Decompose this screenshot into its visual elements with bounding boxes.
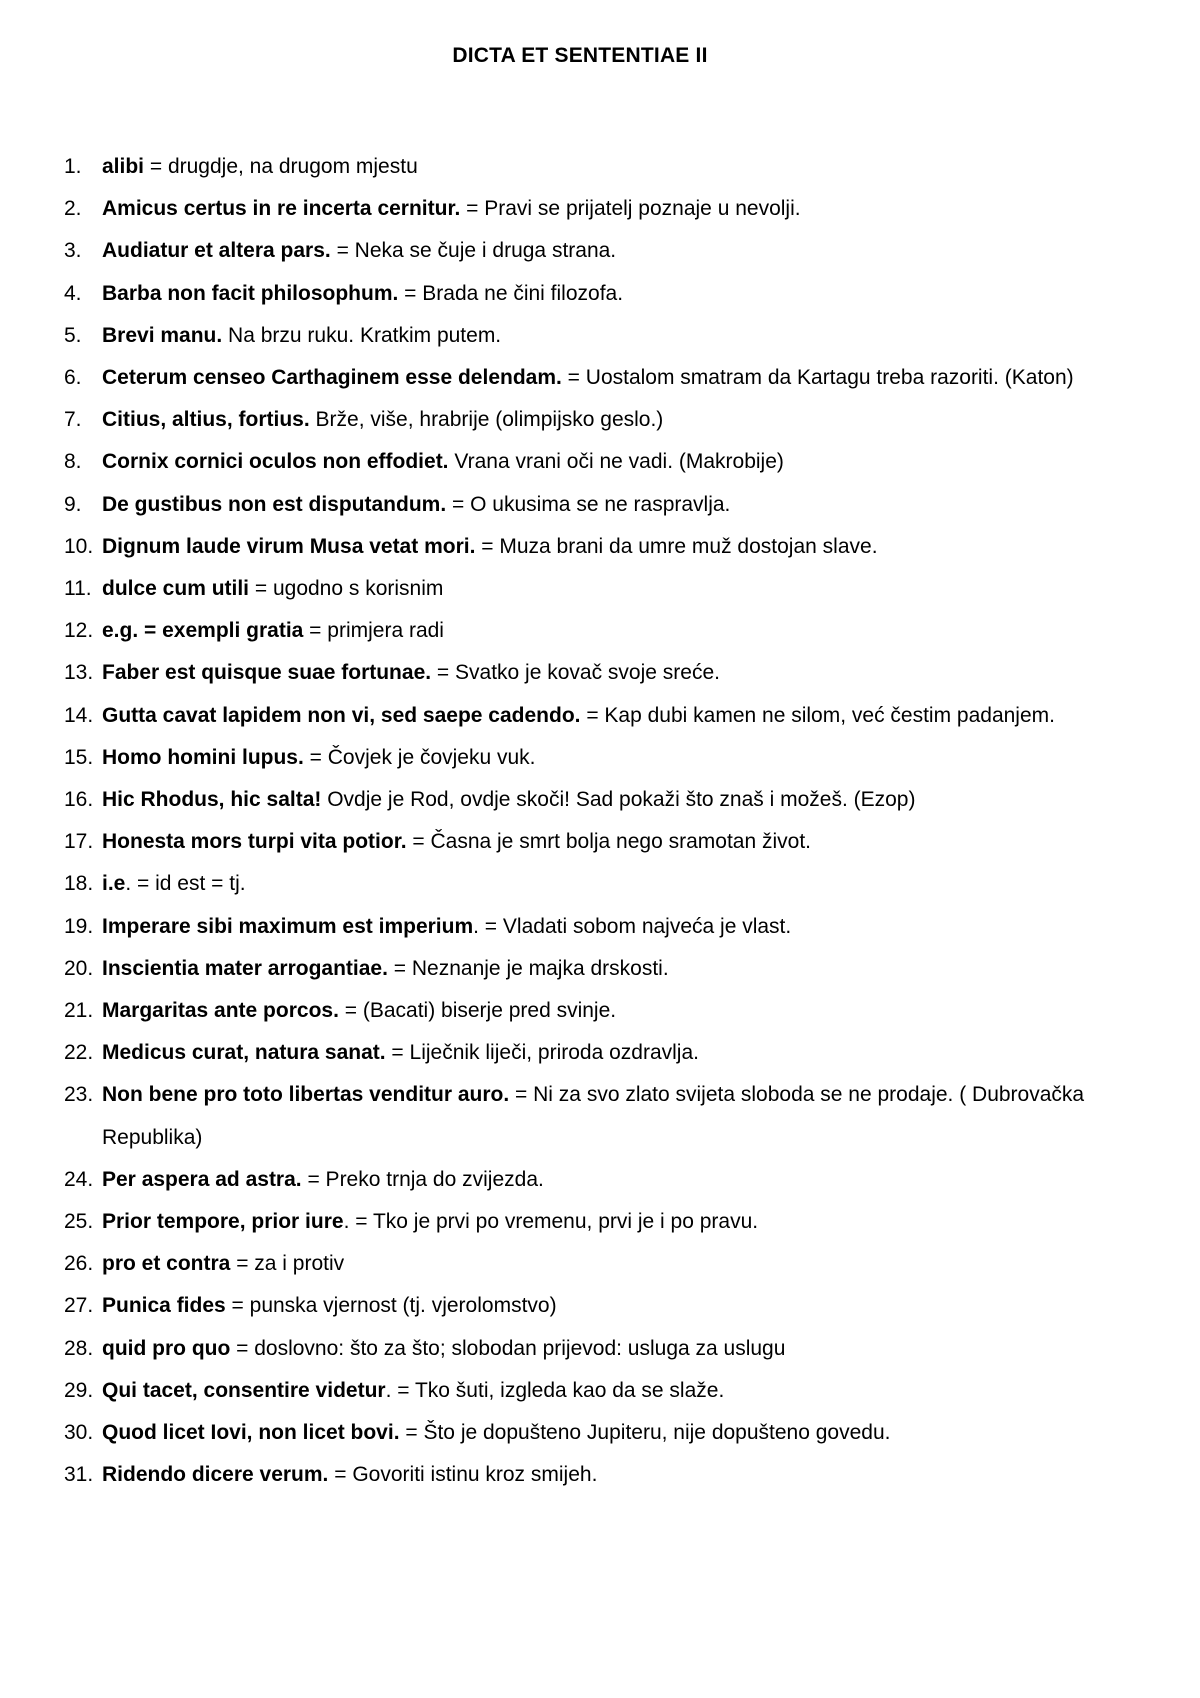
translation: . = Vladati sobom najveća je vlast. [473, 914, 792, 938]
list-item [64, 1370, 1134, 1412]
item-number: 1. [64, 155, 82, 178]
translation: = Liječnik liječi, priroda ozdravlja. [385, 1041, 699, 1065]
item-number: 11. [64, 577, 92, 601]
list-item [64, 1412, 1134, 1454]
page-title: DICTA ET SENTENTIAE II [452, 44, 708, 67]
translation: = Pravi se prijatelj poznaje u nevolji. [460, 197, 801, 221]
list-item [64, 146, 1134, 188]
translation: Ovdje je Rod, ovdje skoči! Sad pokaži što znaš i možeš. (Ezop) [321, 788, 916, 812]
latin-phrase: quid pro quo [102, 1336, 231, 1360]
latin-phrase: Inscientia mater arrogantiae. [102, 956, 388, 980]
latin-phrase: Non bene pro toto libertas venditur auro. [102, 1083, 510, 1107]
item-number: 28. [64, 1336, 94, 1360]
translation: = Brada ne čini filozofa. [398, 281, 624, 305]
list-item [64, 357, 1134, 399]
list-item [64, 779, 1134, 821]
list-item [64, 652, 1134, 694]
translation: = Neznanje je majka drskosti. [387, 956, 669, 980]
list-item [64, 399, 1134, 441]
item-number: 27. [64, 1294, 94, 1318]
latin-phrase: Imperare sibi maximum est imperium [102, 914, 474, 938]
item-number: 19. [64, 914, 94, 938]
list-item [64, 990, 1134, 1032]
latin-phrase: Brevi manu. [102, 323, 223, 347]
translation: . = Tko je prvi po vremenu, prvi je i po pravu. [343, 1210, 759, 1234]
list-item [64, 230, 1134, 272]
translation: = Časna je smrt bolja nego sramotan život. [406, 830, 811, 854]
latin-phrase: Hic Rhodus, hic salta! [102, 788, 322, 812]
latin-phrase: Dignum laude virum Musa vetat mori. [102, 534, 476, 558]
latin-phrase: Quod licet Iovi, non licet bovi. [102, 1421, 400, 1445]
latin-phrase: Honesta mors turpi vita potior. [102, 830, 407, 854]
list-item [64, 1201, 1134, 1243]
sentences-list [64, 146, 1134, 1497]
translation: = drugdje, na drugom mjestu [144, 155, 418, 178]
translation: = Svatko je kovač svoje sreće. [431, 661, 720, 685]
list-item [64, 1074, 1134, 1158]
item-number: 8. [64, 450, 82, 474]
latin-phrase: Audiatur et altera pars. [102, 239, 331, 263]
latin-phrase: Per aspera ad astra. [102, 1167, 302, 1191]
latin-phrase: i.e [102, 872, 126, 896]
list-item [64, 695, 1134, 737]
latin-phrase: Cornix cornici oculos non effodiet. [102, 450, 449, 474]
list-item [64, 526, 1134, 568]
list-item [64, 484, 1134, 526]
item-number: 14. [64, 703, 94, 727]
translation: = Kap dubi kamen ne silom, već čestim padanjem. [580, 703, 1055, 727]
latin-phrase: Medicus curat, natura sanat. [102, 1041, 386, 1065]
latin-phrase: Gutta cavat lapidem non vi, sed saepe cadendo. [102, 703, 581, 727]
latin-phrase: Margaritas ante porcos. [102, 999, 339, 1023]
list-item [64, 273, 1134, 315]
list-item [64, 1285, 1134, 1327]
list-item [64, 1032, 1134, 1074]
latin-phrase: Ceterum censeo Carthaginem esse delendam. [102, 366, 562, 390]
item-number: 10. [64, 534, 94, 558]
item-number: 17. [64, 830, 94, 854]
latin-phrase: Prior tempore, prior iure [102, 1210, 344, 1234]
item-number: 6. [64, 366, 82, 390]
latin-phrase: De gustibus non est disputandum. [102, 492, 447, 516]
translation: = Neka se čuje i druga strana. [330, 239, 617, 263]
translation: = doslovno: što za što; slobodan prijevod: usluga za uslugu [230, 1336, 786, 1360]
item-number: 16. [64, 788, 94, 812]
item-number: 13. [64, 661, 94, 685]
item-number: 2. [64, 197, 82, 221]
item-number: 26. [64, 1252, 94, 1276]
latin-phrase: Faber est quisque suae fortunae. [102, 661, 432, 685]
translation: Vrana vrani oči ne vadi. (Makrobije) [448, 450, 784, 474]
list-item [64, 441, 1134, 483]
translation: Brže, više, hrabrije (olimpijsko geslo.) [309, 408, 664, 432]
translation: = Preko trnja do zvijezda. [301, 1167, 544, 1191]
item-number: 20. [64, 956, 94, 980]
item-number: 4. [64, 281, 82, 305]
latin-phrase: alibi [102, 155, 145, 178]
list-item [64, 1454, 1134, 1496]
list-item [64, 315, 1134, 357]
latin-phrase: Citius, altius, fortius. [102, 408, 310, 432]
list-item [64, 568, 1134, 610]
translation: = Uostalom smatram da Kartagu treba razoriti. (Katon) [561, 366, 1074, 390]
list-item [64, 1243, 1134, 1285]
item-number: 18. [64, 872, 94, 896]
latin-phrase: e.g. = exempli gratia [102, 619, 304, 643]
item-number: 7. [64, 408, 82, 432]
list-item [64, 737, 1134, 779]
item-number: 23. [64, 1083, 94, 1107]
translation: Na brzu ruku. Kratkim putem. [222, 323, 502, 347]
item-number: 30. [64, 1421, 94, 1445]
translation: = (Bacati) biserje pred svinje. [338, 999, 617, 1023]
latin-phrase: pro et contra [102, 1252, 231, 1276]
item-number: 24. [64, 1167, 94, 1191]
translation: . = id est = tj. [125, 872, 246, 896]
item-number: 5. [64, 323, 82, 347]
translation: = Čovjek je čovjeku vuk. [303, 745, 536, 769]
list-item [64, 906, 1134, 948]
list-item [64, 188, 1134, 230]
item-number: 3. [64, 239, 82, 263]
translation: = Govoriti istinu kroz smijeh. [328, 1463, 598, 1487]
translation: = Što je dopušteno Jupiteru, nije dopušteno govedu. [399, 1421, 891, 1445]
list-item [64, 821, 1134, 863]
list-item [64, 1328, 1134, 1370]
item-number: 15. [64, 745, 94, 769]
latin-phrase: Barba non facit philosophum. [102, 281, 399, 305]
translation: = ugodno s korisnim [249, 577, 444, 601]
item-number: 25. [64, 1210, 94, 1234]
translation: . = Tko šuti, izgleda kao da se slaže. [385, 1378, 725, 1402]
translation: = Ni za svo zlato svijeta sloboda se ne prodaje. ( Dubrovačka Republika) [102, 1083, 1085, 1149]
latin-phrase: Qui tacet, consentire videtur [102, 1378, 386, 1402]
latin-phrase: dulce cum utili [102, 577, 250, 601]
item-number: 12. [64, 619, 94, 643]
translation: = O ukusima se ne raspravlja. [446, 492, 731, 516]
translation: = Muza brani da umre muž dostojan slave. [475, 534, 878, 558]
latin-phrase: Homo homini lupus. [102, 745, 304, 769]
item-number: 22. [64, 1041, 94, 1065]
item-number: 31. [64, 1463, 94, 1487]
translation: = primjera radi [303, 619, 444, 643]
list-item [64, 1159, 1134, 1201]
latin-phrase: Amicus certus in re incerta cernitur. [102, 197, 461, 221]
translation: = punska vjernost (tj. vjerolomstvo) [225, 1294, 557, 1318]
latin-phrase: Punica fides [102, 1294, 226, 1318]
list-item [64, 948, 1134, 990]
item-number: 9. [64, 492, 82, 516]
item-number: 21. [64, 999, 94, 1023]
latin-phrase: Ridendo dicere verum. [102, 1463, 329, 1487]
list-item [64, 610, 1134, 652]
item-number: 29. [64, 1378, 94, 1402]
translation: = za i protiv [230, 1252, 345, 1276]
list-item [64, 863, 1134, 905]
